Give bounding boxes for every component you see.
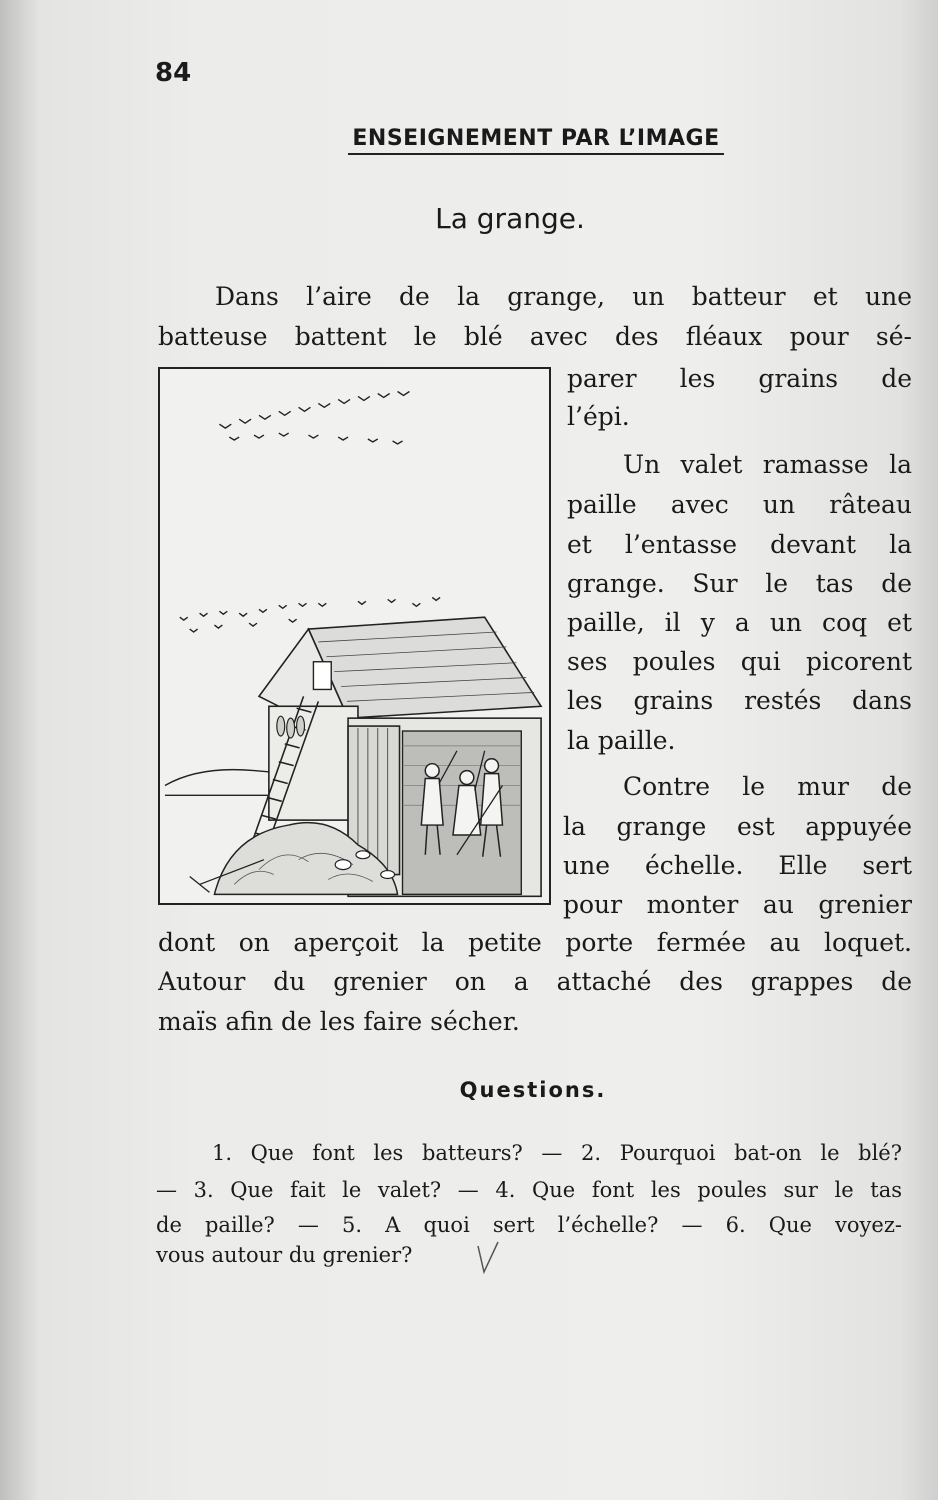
body-line: parer les grains de [567,364,912,393]
body-line: pour monter au grenier [563,890,912,919]
question-line: — 3. Que fait le valet? — 4. Que font les poules sur le tas [156,1178,902,1202]
body-line: la grange est appuyée [563,812,912,841]
body-line: ses poules qui picorent [567,647,912,676]
barn-illustration [158,367,551,905]
body-line: batteuse battent le blé avec des fléaux pour sé- [158,322,912,351]
body-line: Un valet ramasse la [623,450,912,479]
section-heading: ENSEIGNEMENT PAR L’IMAGE [348,126,724,155]
body-line: les grains restés dans [567,686,912,715]
body-line: et l’entasse devant la [567,530,912,559]
question-line: de paille? — 5. A quoi sert l’échelle? — 6. Que voyez- [156,1213,902,1237]
body-line: maïs afin de les faire sécher. [158,1007,520,1036]
body-line: la paille. [567,726,676,755]
question-line: 1. Que font les batteurs? — 2. Pourquoi bat-on le blé? [212,1141,902,1165]
question-line: vous autour du grenier? [156,1243,413,1267]
body-line: dont on aperçoit la petite porte fermée au loquet. [158,928,912,957]
barn-drawing [160,369,549,903]
body-line: Autour du grenier on a attaché des grappes de [158,967,912,996]
body-line: Dans l’aire de la grange, un batteur et une [215,282,912,311]
lesson-title: La grange. [435,202,585,235]
body-line: Contre le mur de [623,772,912,801]
page-number: 84 [155,58,192,88]
body-line: paille avec un râteau [567,490,912,519]
body-line: paille, il y a un coq et [567,608,912,637]
pencil-check-mark [474,1240,504,1280]
body-line: grange. Sur le tas de [567,569,912,598]
body-line: une échelle. Elle sert [563,851,912,880]
questions-heading: Questions. [459,1078,607,1102]
body-line: l’épi. [567,402,630,431]
